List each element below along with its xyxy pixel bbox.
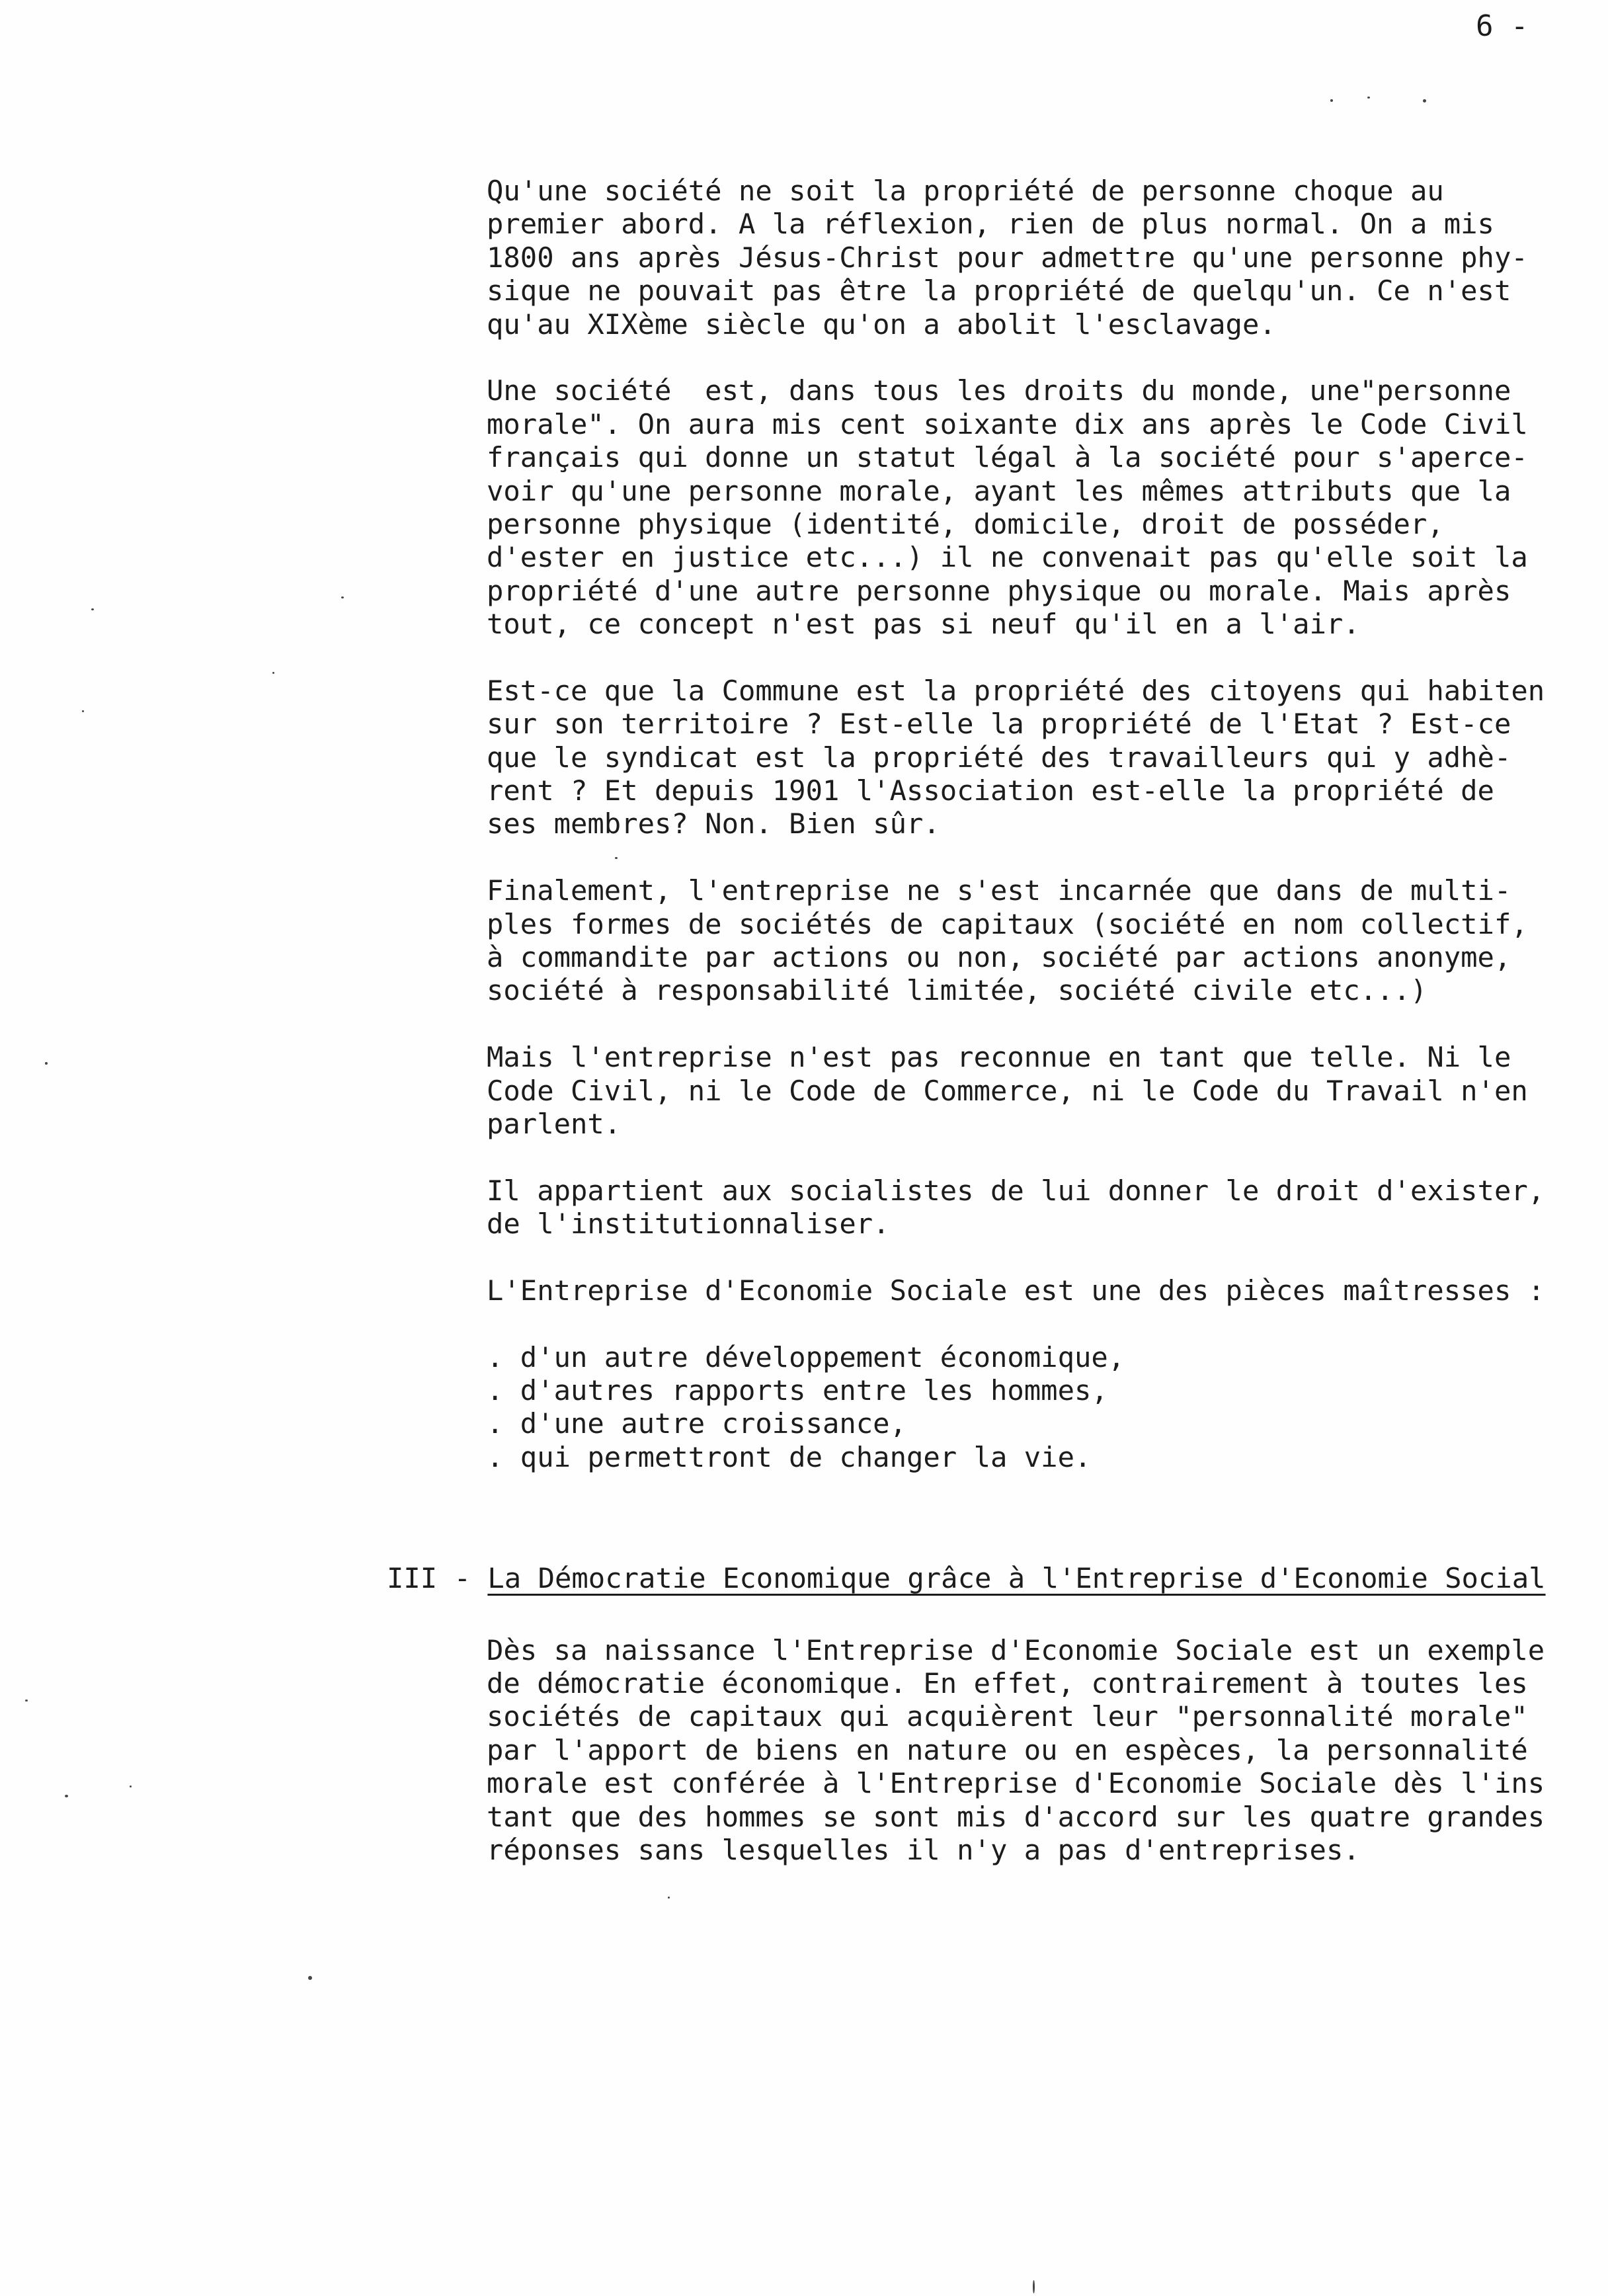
scan-speck [91,608,94,610]
text-line: Mais l'entreprise n'est pas reconnue en tant que telle. Ni le [487,1041,1511,1074]
scan-speck [82,710,84,712]
document-body [387,175,1546,1901]
text-line: français qui donne un statut légal à la société pour s'aperce- [487,441,1528,474]
text-line: d'ester en justice etc...) il ne convenait pas qu'elle soit la [487,541,1528,574]
paragraph-not-recognized [487,1041,1545,1141]
text-line: réponses sans lesquelles il n'y a pas d'entreprises. [487,1833,1360,1866]
text-line: Finalement, l'entreprise ne s'est incarnée que dans de multi- [487,874,1511,907]
text-line: sociétés de capitaux qui acquièrent leur "personnalité morale" [487,1700,1528,1733]
paragraph-key-pieces [487,1274,1545,1307]
scan-speck [1423,99,1426,102]
paragraph-socialists [487,1174,1545,1241]
paragraph-company-forms [487,874,1545,1008]
text-line: société à responsabilité limitée, société civile etc...) [487,974,1427,1007]
text-line: Dès sa naissance l'Entreprise d'Economie Sociale est un exemple [487,1633,1545,1666]
text-line: ses membres? Non. Bien sûr. [487,807,940,840]
scan-speck [130,1785,132,1787]
section-number: III - [387,1562,488,1595]
paragraph-economic-democracy [487,1634,1545,1867]
text-line: de démocratie économique. En effet, contrairement à toutes les [487,1667,1528,1700]
scan-speck [615,857,618,859]
list-item: . qui permettront de changer la vie. [487,1440,1092,1473]
text-line: personne physique (identité, domicile, droit de posséder, [487,507,1444,540]
text-line: propriété d'une autre personne physique ou morale. Mais après [487,574,1511,607]
scan-speck [1367,97,1370,99]
page-number: 6 - [1476,9,1529,43]
scan-speck [668,1897,670,1899]
text-line: Une société est, dans tous les droits du monde, une"personne [487,374,1511,407]
text-line: sur son territoire ? Est-elle la propriété de l'Etat ? Est-ce [487,708,1511,741]
text-line: voir qu'une personne morale, ayant les mêmes attributs que la [487,474,1511,507]
text-line: Est-ce que la Commune est la propriété des citoyens qui habiten [487,674,1545,707]
text-line: sique ne pouvait pas être la propriété de quelqu'un. Ce n'est [487,274,1511,308]
list-item: . d'une autre croissance, [487,1407,906,1440]
text-line: Code Civil, ni le Code de Commerce, ni le Code du Travail n'en [487,1074,1528,1107]
text-line: morale". On aura mis cent soixante dix ans après le Code Civil [487,407,1528,440]
scan-speck [1033,2280,1035,2293]
text-line: morale est conférée à l'Entreprise d'Economie Sociale dès l'ins [487,1767,1545,1800]
text-line: L'Entreprise d'Economie Sociale est une des pièces maîtresses : [487,1274,1545,1307]
paragraph-commune [487,675,1545,841]
text-line: parlent. [487,1107,622,1140]
text-line: 1800 ans après Jésus-Christ pour admettre qu'une personne phy- [487,241,1528,274]
text-line: rent ? Et depuis 1901 l'Association est-elle la propriété de [487,774,1494,807]
text-line: tant que des hommes se sont mis d'accord sur les quatre grandes [487,1800,1545,1833]
scan-speck [25,1700,28,1702]
scan-speck [341,596,344,598]
list-item: . d'autres rapports entre les hommes, [487,1374,1108,1407]
scan-speck [272,672,274,674]
bullet-list [487,1341,1545,1475]
text-line: à commandite par actions ou non, société par actions anonyme, [487,940,1511,973]
text-line: par l'apport de biens en nature ou en espèces, la personnalité [487,1733,1528,1766]
text-line: premier abord. A la réflexion, rien de plus normal. On a mis [487,208,1494,241]
paragraph-ownership [487,175,1545,341]
text-line: tout, ce concept n'est pas si neuf qu'il en a l'air. [487,608,1360,641]
text-line: Il appartient aux socialistes de lui donner le droit d'exister, [487,1174,1545,1207]
list-item: . d'un autre développement économique, [487,1340,1125,1374]
section-title: La Démocratie Economique grâce à l'Entreprise d'Economie Social [487,1562,1546,1595]
scan-speck [1330,99,1333,102]
section-heading [387,1562,1545,1595]
text-line: Qu'une société ne soit la propriété de personne choque au [487,175,1444,207]
scan-speck [65,1795,68,1797]
scan-speck [308,1976,312,1980]
paragraph-legal-person [487,374,1545,641]
text-line: que le syndicat est la propriété des travailleurs qui y adhè- [487,741,1511,774]
scan-speck [45,1062,48,1065]
text-line: ples formes de sociétés de capitaux (société en nom collectif, [487,907,1528,940]
text-line: de l'institutionnaliser. [487,1208,890,1241]
text-line: qu'au XIXème siècle qu'on a abolit l'esclavage. [487,308,1276,341]
